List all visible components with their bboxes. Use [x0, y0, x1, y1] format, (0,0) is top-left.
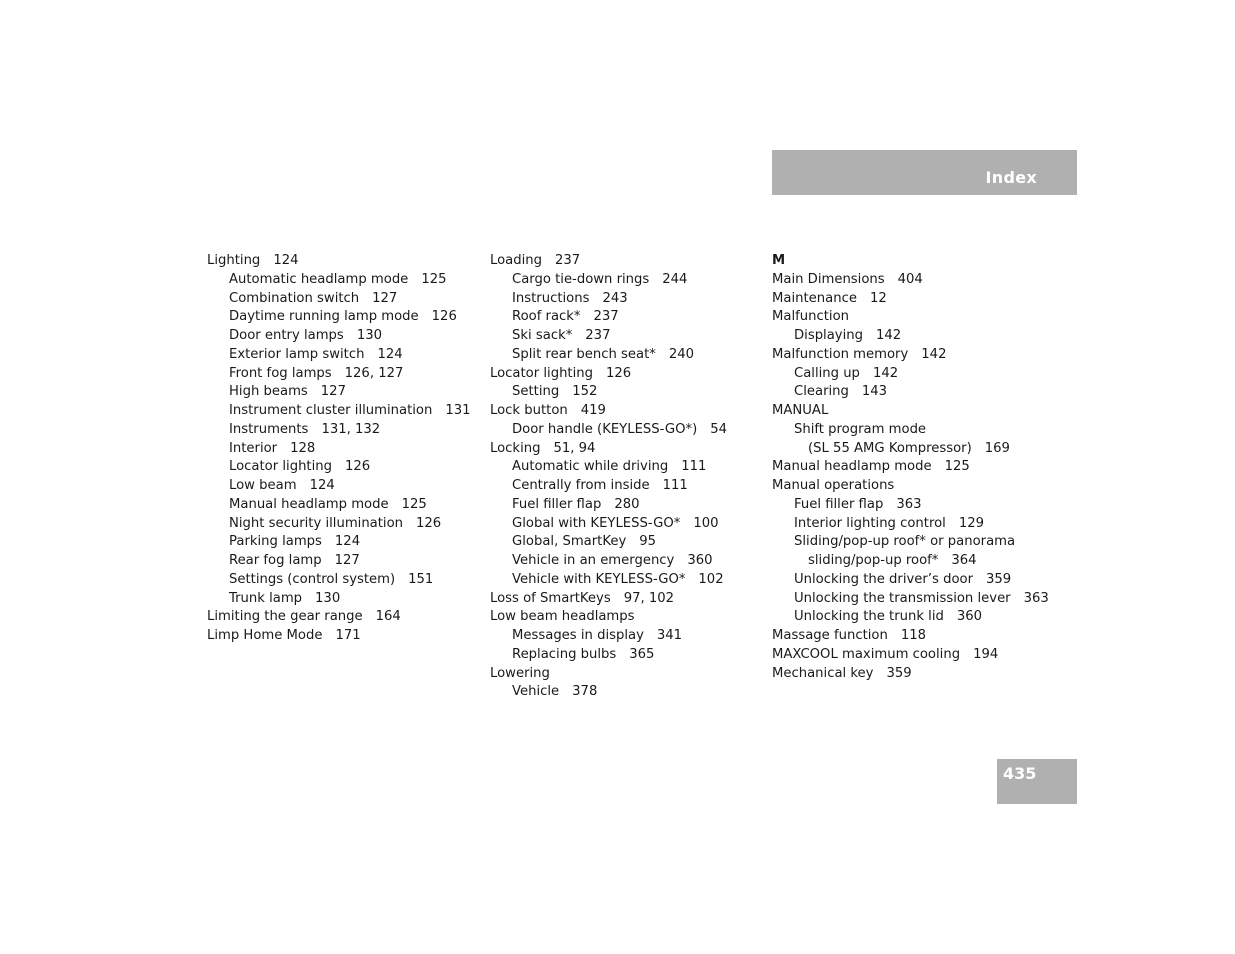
index-entry [490, 646, 770, 665]
index-column-1 [207, 252, 487, 646]
index-entry [490, 590, 770, 609]
index-entry [490, 421, 770, 440]
index-entry [207, 421, 487, 440]
index-entry [490, 327, 770, 346]
index-entry [207, 383, 487, 402]
index-entry [207, 346, 487, 365]
index-entry-label: Automatic while driving [512, 459, 669, 475]
index-entry-label: (SL 55 AMG Kompressor) [808, 440, 972, 456]
index-entry-page-ref[interactable]: 419 [580, 403, 606, 418]
index-entry-page-ref[interactable]: 194 [973, 646, 999, 662]
index-entry-label: Manual headlamp mode [772, 459, 932, 475]
index-entry-page-ref[interactable]: 124 [377, 346, 403, 362]
index-entry-page-ref[interactable]: 359 [986, 571, 1012, 587]
index-entry-label: Automatic headlamp mode [229, 271, 409, 287]
index-entry-label: Lowering [490, 665, 550, 681]
index-entry [772, 308, 1052, 327]
index-entry [490, 515, 770, 534]
index-entry [207, 477, 487, 496]
index-entry-page-ref[interactable]: 126 [416, 515, 442, 531]
index-entry-page-ref[interactable]: 169 [984, 440, 1010, 456]
index-entry [490, 383, 770, 402]
index-entry [490, 683, 770, 702]
index-entry-page-ref[interactable]: 152 [572, 384, 598, 400]
index-entry-label: Daytime running lamp mode [229, 309, 419, 325]
section-header-bar [772, 150, 1077, 195]
index-entry [207, 402, 487, 421]
index-column-2 [490, 252, 770, 702]
index-entry [490, 552, 770, 571]
index-entry [207, 515, 487, 534]
index-entry [207, 327, 487, 346]
index-entry-page-ref[interactable]: 280 [614, 496, 640, 512]
index-entry-page-ref[interactable]: 125 [944, 459, 970, 475]
index-entry [207, 458, 487, 477]
index-entry [207, 365, 487, 384]
page-number: 435 [1003, 764, 1037, 783]
index-entry-page-ref[interactable]: 126 [431, 309, 457, 325]
index-entry [772, 477, 1052, 496]
index-entry-page-ref[interactable]: 143 [861, 384, 888, 400]
index-entry [207, 271, 487, 290]
index-entry-label: Massage function [772, 628, 888, 643]
index-entry-page-ref[interactable]: 127 [372, 290, 398, 306]
index-entry [490, 477, 770, 496]
index-entry-label: Rear fog lamp [229, 553, 322, 568]
index-entry-page-ref[interactable]: 128 [290, 440, 316, 456]
index-entry-page-ref[interactable]: 142 [921, 346, 947, 362]
index-entry-label: Shift program mode [794, 421, 927, 437]
page-number-box [997, 759, 1077, 804]
index-entry-label: Lighting [207, 253, 261, 268]
index-entry-page-ref[interactable]: 244 [662, 271, 688, 287]
index-entry-label: Settings (control system) [229, 571, 396, 587]
index-entry-page-ref[interactable]: 95 [639, 534, 657, 550]
index-letter-heading [772, 252, 1052, 271]
index-entry [490, 496, 770, 515]
index-entry [772, 665, 1052, 684]
index-entry-label: Loading [490, 253, 543, 268]
index-entry-label: Manual headlamp mode [229, 496, 389, 512]
index-entry-label: Main Dimensions [772, 271, 885, 287]
index-entry-page-ref[interactable]: 54 [710, 421, 728, 437]
index-entry-label: Trunk lamp [229, 590, 303, 606]
index-entry [772, 515, 1052, 534]
index-entry-label: Mechanical key [772, 665, 874, 681]
index-entry-label: Clearing [794, 384, 849, 400]
index-entry [772, 571, 1052, 590]
index-entry-label: Interior [229, 440, 278, 456]
index-entry-page-ref[interactable]: 100 [693, 515, 719, 531]
index-entry-page-ref[interactable]: 125 [401, 496, 427, 512]
index-entry-page-ref[interactable]: 111 [681, 459, 707, 475]
index-entry-label: MAXCOOL maximum cooling [772, 646, 961, 662]
index-entry [772, 365, 1052, 384]
index-entry-label: Manual operations [772, 478, 895, 493]
index-entry-label: Fuel filler flap [794, 496, 884, 512]
index-entry-label: Sliding/pop-up roof* or panorama [794, 534, 1016, 550]
index-entry [772, 608, 1052, 627]
index-entry [490, 402, 770, 421]
index-entry-label: Night security illumination [229, 515, 404, 531]
index-entry-label: Vehicle in an emergency [512, 553, 675, 568]
index-entry [490, 627, 770, 646]
index-entry-label: Unlocking the transmission lever [794, 590, 1011, 606]
index-entry [490, 290, 770, 309]
index-entry [772, 552, 1052, 571]
index-entry-page-ref[interactable]: 243 [602, 290, 628, 306]
index-entry-page-ref[interactable]: 142 [872, 365, 899, 381]
index-entry-page-ref[interactable]: 363 [1023, 590, 1049, 606]
index-entry [207, 290, 487, 309]
index-entry [772, 590, 1052, 609]
index-entry [772, 421, 1052, 440]
index-entry [207, 571, 487, 590]
index-entry [772, 496, 1052, 515]
index-entry [772, 440, 1052, 459]
index-entry-label: sliding/pop-up roof* [808, 553, 939, 568]
index-entry-label: Vehicle with KEYLESS-GO* [512, 571, 686, 587]
index-entry-page-ref[interactable]: 365 [629, 646, 655, 662]
index-entry-page-ref[interactable]: 359 [886, 665, 912, 681]
index-entry-label: Lock button [490, 403, 568, 418]
index-entry-page-ref[interactable]: 124 [273, 253, 299, 268]
index-entry-page-ref[interactable]: 127 [334, 553, 360, 568]
index-entry [772, 383, 1052, 402]
index-entry-label: Roof rack* [512, 309, 581, 325]
index-entry [490, 571, 770, 590]
index-entry-label: Vehicle [512, 684, 560, 700]
index-entry-page-ref[interactable]: 126, 127 [344, 365, 404, 381]
index-entry-page-ref[interactable]: 363 [896, 496, 922, 512]
index-entry [207, 252, 487, 271]
index-entry [772, 533, 1052, 552]
index-entry [207, 308, 487, 327]
index-entry [772, 402, 1052, 421]
index-entry-page-ref[interactable]: 97, 102 [623, 590, 675, 606]
index-entry [490, 365, 770, 384]
index-entry-page-ref[interactable]: 51, 94 [553, 440, 596, 456]
index-entry [490, 346, 770, 365]
index-column-3 [772, 252, 1052, 683]
index-entry-page-ref[interactable]: 129 [958, 515, 984, 531]
index-entry-page-ref[interactable]: 360 [956, 609, 983, 625]
index-entry-page-ref[interactable]: 125 [421, 271, 447, 287]
index-entry-label: Low beam [229, 478, 297, 493]
index-entry-label: Global with KEYLESS-GO* [512, 515, 681, 531]
index-entry-label: Exterior lamp switch [229, 346, 365, 362]
index-entry-page-ref[interactable]: 118 [900, 628, 927, 643]
index-entry-label: Instructions [512, 290, 590, 306]
index-entry [207, 590, 487, 609]
index-entry [207, 496, 487, 515]
index-entry [772, 271, 1052, 290]
index-entry-page-ref[interactable]: 127 [320, 384, 346, 400]
index-entry-label: Replacing bulbs [512, 646, 617, 662]
index-entry-page-ref[interactable]: 378 [572, 684, 598, 700]
index-entry-label: Combination switch [229, 290, 360, 306]
index-entry-page-ref[interactable]: 102 [698, 571, 724, 587]
index-entry [490, 308, 770, 327]
index-entry-page-ref[interactable]: 164 [375, 609, 401, 625]
index-entry-label: Unlocking the driver’s door [794, 571, 974, 587]
index-entry-label: Fuel filler flap [512, 496, 602, 512]
index-entry-page-ref[interactable]: 124 [309, 478, 335, 493]
index-entry-label: Limp Home Mode [207, 628, 323, 643]
index-entry-label: Maintenance [772, 290, 857, 306]
index-entry-label: Instrument cluster illumination [229, 403, 433, 418]
index-entry-label: Split rear bench seat* [512, 346, 656, 362]
index-entry-page-ref[interactable]: 404 [897, 271, 923, 287]
index-entry-page-ref[interactable]: 151 [408, 571, 434, 587]
index-entry-label: MANUAL [772, 403, 829, 418]
index-entry-page-ref[interactable]: 142 [876, 328, 902, 343]
index-entry-label: Calling up [794, 365, 860, 381]
index-entry-page-ref[interactable]: 111 [662, 478, 688, 493]
index-entry-page-ref[interactable]: 126 [345, 459, 371, 475]
index-entry-label: Limiting the gear range [207, 609, 363, 625]
index-entry [207, 627, 487, 646]
index-entry-page-ref[interactable]: 124 [334, 534, 361, 550]
index-entry-label: Parking lamps [229, 534, 322, 550]
index-entry-page-ref[interactable]: 364 [951, 553, 977, 568]
index-entry [490, 608, 770, 627]
index-entry-label: Malfunction [772, 309, 849, 325]
index-entry-label: Door entry lamps [229, 328, 344, 343]
index-entry-label: Centrally from inside [512, 478, 650, 493]
index-entry-label: Displaying [794, 328, 864, 343]
index-entry-label: Locking [490, 440, 541, 456]
index-entry [207, 608, 487, 627]
index-entry-page-ref[interactable]: 126 [606, 365, 632, 381]
section-title: Index [985, 168, 1037, 187]
index-entry-label: Door handle (KEYLESS-GO*) [512, 421, 698, 437]
index-entry [772, 290, 1052, 309]
index-entry-page-ref[interactable]: 130 [315, 590, 341, 606]
index-entry [772, 327, 1052, 346]
index-entry-page-ref[interactable]: 237 [593, 309, 619, 325]
index-entry [772, 627, 1052, 646]
index-entry-label: Front fog lamps [229, 365, 332, 381]
index-entry-page-ref[interactable]: 341 [656, 628, 683, 643]
index-entry [207, 533, 487, 552]
index-entry-label: Instruments [229, 421, 309, 437]
index-entry [490, 252, 770, 271]
index-entry-page-ref[interactable]: 12 [869, 290, 887, 306]
index-entry-label: Locator lighting [229, 459, 332, 475]
index-entry-label: Ski sack* [512, 328, 573, 343]
index-entry-label: Global, SmartKey [512, 534, 627, 550]
index-entry [772, 346, 1052, 365]
index-entry [490, 458, 770, 477]
index-entry-label: Setting [512, 384, 560, 400]
index-entry-page-ref[interactable]: 130 [356, 328, 382, 343]
index-entry-page-ref[interactable]: 240 [668, 346, 695, 362]
index-entry-label: Malfunction memory [772, 346, 909, 362]
index-entry [490, 533, 770, 552]
index-entry-label: Cargo tie-down rings [512, 271, 650, 287]
index-entry-page-ref[interactable]: 131, 132 [321, 421, 381, 437]
index-entry-label: Messages in display [512, 628, 644, 643]
index-entry [207, 552, 487, 571]
index-entry-page-ref[interactable]: 237 [585, 328, 611, 343]
index-entry [772, 646, 1052, 665]
index-entry-page-ref[interactable]: 360 [687, 553, 713, 568]
index-entry-page-ref[interactable]: 171 [335, 628, 361, 643]
index-entry [490, 665, 770, 684]
index-entry-label: Low beam headlamps [490, 609, 635, 625]
index-entry-label: Loss of SmartKeys [490, 590, 611, 606]
index-entry-label: M [772, 253, 786, 268]
index-entry-page-ref[interactable]: 131 [445, 403, 471, 418]
index-entry [490, 271, 770, 290]
index-entry-label: High beams [229, 384, 308, 400]
index-entry-label: Locator lighting [490, 365, 593, 381]
index-entry-label: Interior lighting control [794, 515, 946, 531]
index-entry-page-ref[interactable]: 237 [555, 253, 581, 268]
index-entry-label: Unlocking the trunk lid [794, 609, 944, 625]
index-entry [207, 440, 487, 459]
index-entry [772, 458, 1052, 477]
index-entry [490, 440, 770, 459]
